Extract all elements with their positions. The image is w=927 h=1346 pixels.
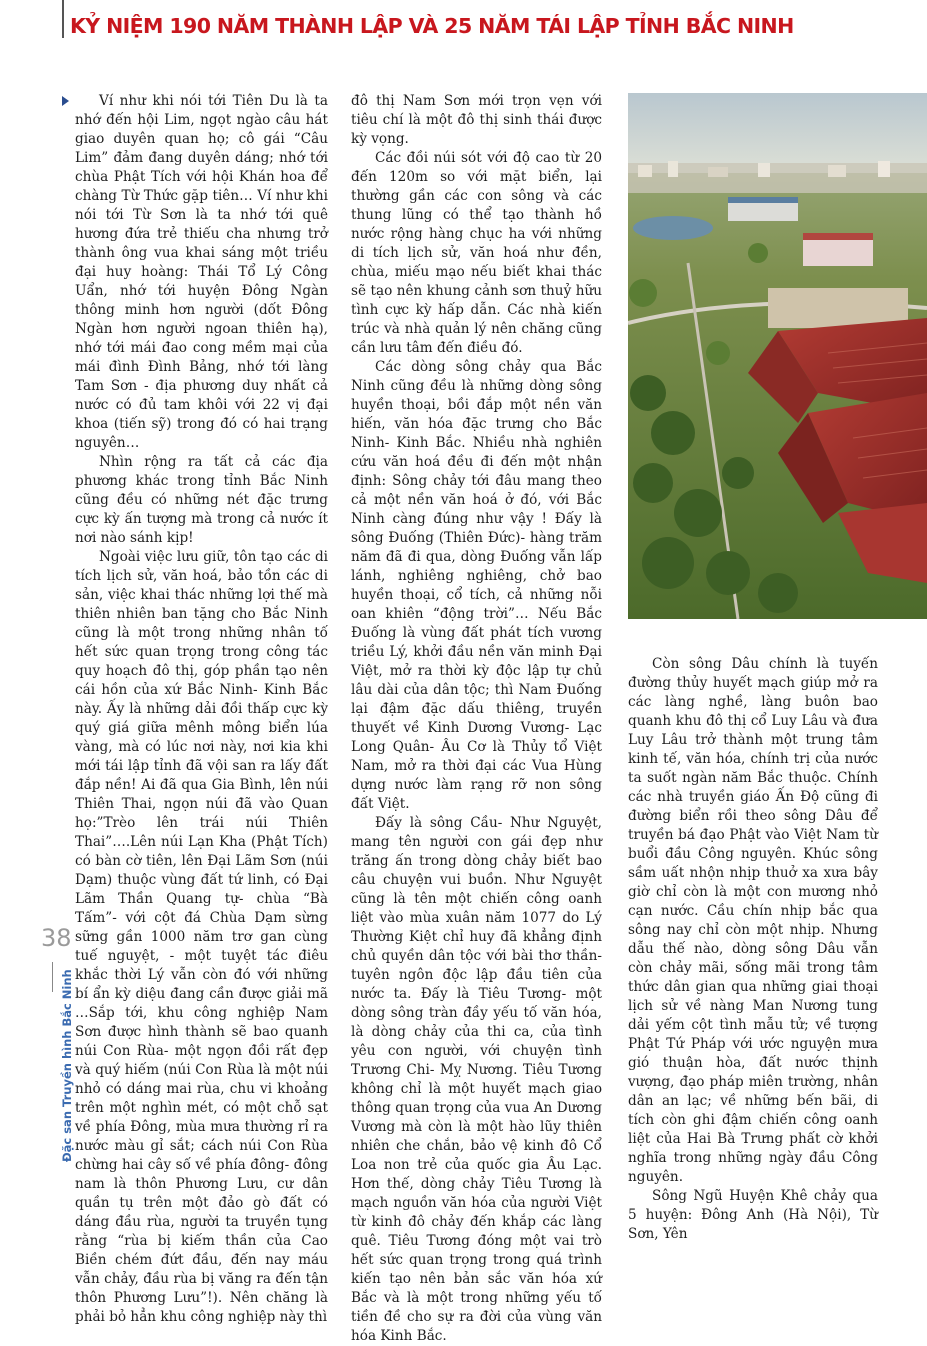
header-divider — [62, 0, 64, 38]
paragraph: Các dòng sông chảy qua Bắc Ninh cũng đều là những dòng sông huyền thoại, bồi đắp một nền văn hiến, văn hóa đặc trưng cho Bắc Ninh- Kinh Bắc. Nhiều nhà nghiên cứu văn hoá đều đi đến một nhận định: Sông chảy tới đâu mang theo cả một nền văn hoá ở đó, với Bắc Ninh càng đúng như vậy ! Đấy là sông Đuống (Thiên Đức)- hàng trăm năm đã đi qua, dòng Đuống vẫn lấp lánh, nghiêng nghiêng, chở bao huyền thoại, cổ tích, cả những nỗi oan khiên “động trời”… Nếu Bắc Đuống là vùng đất phát tích vương triều Lý, khởi đầu nền văn minh Đại Việt, mở ra thời kỳ độc lập tự chủ lâu dài của dân tộc; thì Nam Đuống lại đậm đặc dấu thiêng, truyền thuyết về Kinh Dương Vương- Lạc Long Quân- Âu Cơ là Thủy tổ Việt Nam, mở ra thời đại các Vua Hùng dựng nước làm rạng rỡ non sông đất Việt. — [351, 359, 602, 812]
paragraph: Các đồi núi sót với độ cao từ 20 đến 120m so với mặt biển, lại thường gần các con sông và các thung lũng có thể tạo thành hồ nước rộng hàng chục ha với những di tích lịch sử, văn hoá như đền, chùa, miếu mạo nếu biết khai thác sẽ tạo nên khung cảnh sơn thuỷ hữu tình cực kỳ hấp dẫn. Các nhà kiến trúc và nhà quản lý nên chăng cũng cần lưu tâm đến điều đó. — [351, 150, 602, 356]
text-column-3 — [628, 655, 878, 1244]
paragraph: đô thị Nam Sơn mới trọn vẹn với tiêu chí là một đô thị sinh thái được kỳ vọng. — [351, 93, 602, 147]
text-column-2 — [351, 92, 602, 1346]
paragraph: Đấy là sông Cầu- Như Nguyệt, mang tên người con gái đẹp như trăng ấn trong dòng chảy biết bao câu chuyện vui buồn. Như Nguyệt cũng là tên một chiến công oanh liệt vào mùa xuân năm 1077 do Lý Thường Kiệt chỉ huy đã khẳng định chủ quyền dân tộc với bài thơ thần- tuyên ngôn độc lập đầu tiên của nước ta. Đấy là Tiêu Tương- một dòng sông tràn đầy yếu tố văn hóa, là dòng chảy của thi ca, của tình yêu con người, với chuyện tình Trương Chi- Mỵ Nương. Tiêu Tương không chỉ là một huyết mạch giao thông quan trọng của vua An Dương Vương mà còn là một hào lũy thiên nhiên che chắn, bảo vệ kinh đô Cổ Loa non trẻ của quốc gia Âu Lạc. Hơn thế, dòng chảy Tiêu Tương là mạch nguồn văn hóa của người Việt từ kinh đô chảy đến khắp các làng quê. Tiêu Tương đóng một vai trò hết sức quan trọng trong quá trình kiến tạo nên bản sắc văn hóa xứ Bắc và là một trong những yếu tố tiền đề cho sự ra đời của vùng văn hóa Kinh Bắc. — [351, 815, 602, 1344]
text-column-1 — [75, 92, 328, 1327]
aerial-landscape-photo — [628, 93, 927, 619]
section-title: KỶ NIỆM 190 NĂM THÀNH LẬP VÀ 25 NĂM TÁI LẬP TỈNH BẮC NINH — [70, 14, 794, 38]
paragraph: Nhìn rộng ra tất cả các địa phương khác trong tỉnh Bắc Ninh cũng đều có những nét đặc trưng cực kỳ ấn tượng mà trong cả nước ít nơi nào sánh kịp! — [75, 454, 328, 546]
side-divider — [52, 962, 53, 992]
paragraph: Còn sông Dâu chính là tuyến đường thủy huyết mạch giúp mở ra các làng nghề, làng buôn bao quanh khu đô thị cổ Luy Lâu và đưa Luy Lâu trở thành một trung tâm kinh tế, văn hóa, chính trị của nước ta suốt ngàn năm Bắc thuộc. Chính các nhà truyền giáo Ấn Độ cũng đi đường biển rồi theo sông Dâu để truyền bá đạo Phật vào Việt Nam từ buổi đầu Công nguyên. Khúc sông sầm uất nhộn nhịp thuở xa xưa bây giờ chỉ còn là một con mương nhỏ cạn nước. Cầu chín nhịp bắc qua sông nay chỉ còn một nhịp. Nhưng dẫu thế nào, dòng sông Dâu vẫn còn chảy mãi, sống mãi trong tâm thức dân gian qua những giai thoại lịch sử về nàng Man Nương tung dải yếm cột tình mẫu tử; về tượng Phật Tứ Pháp với ước nguyện mưa gió thuận hòa, đất nước thịnh vượng, đạo pháp miên trường, nhân dân an lạc; về những bến bãi, di tích còn ghi đậm chiến công oanh liệt của Hai Bà Trưng phất cờ khởi nghĩa trong những ngày đầu Công nguyên. — [628, 656, 878, 1185]
paragraph: Ví như khi nói tới Tiên Du là ta nhớ đến hội Lim, ngọt ngào câu hát giao duyên quan họ; cô gái “Câu Lim” đảm đang duyên dáng; nhớ tới chùa Phật Tích với hội Khán hoa để chàng Từ Thức gặp tiên… Ví như khi nói tới Từ Sơn là ta nhớ tới quê hương đứa trẻ thiếu cha nhưng trở thành ông vua khai sáng một triều đại huy hoàng: Thái Tổ Lý Công Uẩn, nhớ tới huyện Đông Ngàn thông minh hơn người (dốt Đông Ngàn hơn người ngoan thiên hạ), nhớ tới mái đao cong mềm mại của mái đình Đình Bảng, nhớ tới làng Tam Sơn - địa phương duy nhất cả nước có đủ tam khôi với 22 vị đại khoa (tiến sỹ) trong đó có hai trạng nguyên… — [75, 93, 328, 451]
publication-name: Đặc san Truyền hình Bắc Ninh — [60, 969, 74, 1162]
paragraph: Ngoài việc lưu giữ, tôn tạo các di tích lịch sử, văn hoá, bảo tồn các di sản, việc khai thác những lợi thế mà thiên nhiên ban tặng cho Bắc Ninh cũng là một trong những nhân tố hết sức quan trọng trong công tác quy hoạch đô thị, góp phần tạo nên cái hồn của xứ Bắc Ninh- Kinh Bắc này. Ấy là những dải đồi thấp cực kỳ quý giá giữa mênh mông biển lúa vàng, mà có lúc nơi này, nơi kia khi mới tái lập tỉnh đã vội san ra lấy đất đắp nền! Ai đã qua Gia Bình, lên núi Thiên Thai, ngọn núi đã vào Quan họ:”Trèo lên trái núi Thiên Thai”….Lên núi Lạn Kha (Phật Tích) có bàn cờ tiên, lên Đại Lãm Sơn (núi Dạm) thuộc vùng đất tứ linh, có Đại Lãm Thần Quang tự- chùa “Bà Tấm”- với cột đá Chùa Dạm sừng sững gần 1000 năm trơ gan cùng tuế nguyệt, - một tuyệt tác điêu khắc thời Lý vẫn còn đó với những bí ẩn kỳ diệu đang cần được giải mã …Sắp tới, khu công nghiệp Nam Sơn được hình thành sẽ bao quanh núi Con Rùa- một ngọn đồi rất đẹp và quý hiếm (núi Con Rùa là một núi nhỏ có dáng mai rùa, chu vi khoảng trên một nghìn mét, có một chỗ sạt về phía Đông, mùa mưa thường rỉ ra nước màu gỉ sắt; cách núi Con Rùa chừng hai cây số về phía đông- đông nam là thôn Phương Lưu, cư dân quần tụ trên một đảo gò đất có dáng đầu rùa, người ta truyền tụng rằng “rùa bị kiếm thần của Cao Biền chém đứt đầu, đến nay máu vẫn chảy, đầu rùa bị văng ra đến tận thôn Phương Lưu”!). Nên chăng là phải bỏ hẳn khu công nghiệp này thì — [75, 549, 328, 1325]
page-number: 38 — [41, 924, 72, 952]
paragraph: Sông Ngũ Huyện Khê chảy qua 5 huyện: Đông Anh (Hà Nội), Từ Sơn, Yên — [628, 1188, 878, 1242]
paragraph-marker-icon — [62, 96, 69, 106]
